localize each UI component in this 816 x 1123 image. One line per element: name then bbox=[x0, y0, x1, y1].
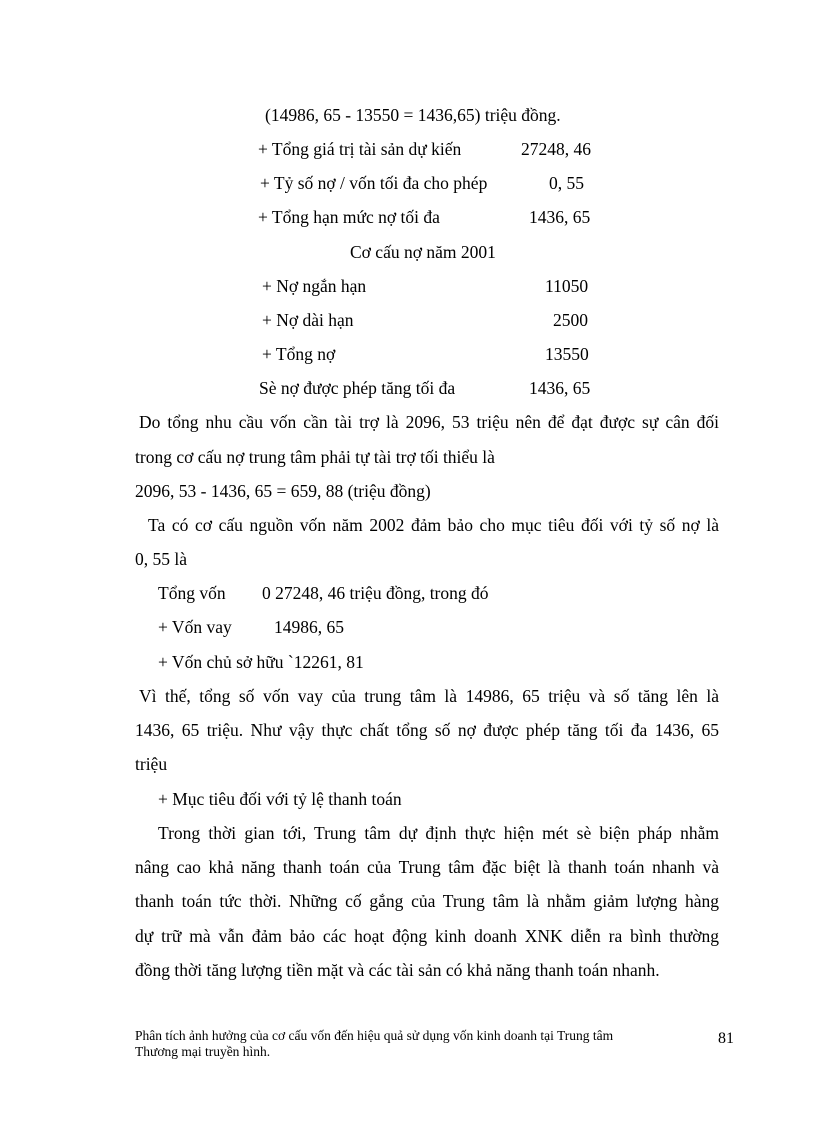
item-value: 14986, 65 bbox=[274, 617, 344, 637]
item-value: 0, 55 bbox=[549, 173, 584, 193]
paragraph-line: Do tổng nhu cầu vốn cần tài trợ là 2096, 53 triệu nên để đạt được sự cân đối bbox=[139, 412, 719, 432]
paragraph-line: thanh toán tức thời. Những cố gắng của Trung tâm là nhằm giảm lượng hàng bbox=[135, 891, 719, 911]
paragraph-line: 0, 55 là bbox=[135, 549, 188, 569]
footer-title-line: Thương mại truyền hình. bbox=[135, 1044, 271, 1059]
item-label: + Tổng hạn mức nợ tối đa bbox=[258, 207, 440, 227]
paragraph-line: 1436, 65 triệu. Như vậy thực chất tổng số nợ được phép tăng tối đa 1436, 65 bbox=[135, 720, 719, 740]
item-line: + Mục tiêu đối với tỷ lệ thanh toán bbox=[158, 789, 402, 809]
paragraph-line: 2096, 53 - 1436, 65 = 659, 88 (triệu đồng) bbox=[135, 481, 431, 501]
item-label: + Nợ ngắn hạn bbox=[262, 276, 367, 296]
paragraph-line: dự trữ mà vẫn đảm bảo các hoạt động kinh doanh XNK diễn ra bình thường bbox=[135, 926, 719, 946]
item-label: + Tổng giá trị tài sản dự kiến bbox=[258, 139, 462, 159]
paragraph-line: Ta có cơ cấu nguồn vốn năm 2002 đảm bảo cho mục tiêu đối với tỷ số nợ là bbox=[148, 515, 719, 535]
item-value: 11050 bbox=[545, 276, 589, 296]
paragraph-line: trong cơ cấu nợ trung tâm phải tự tài trợ tối thiểu là bbox=[135, 447, 495, 467]
item-line: + Vốn chủ sở hữu `12261, 81 bbox=[158, 652, 364, 672]
paragraph-line: đồng thời tăng lượng tiền mặt và các tài sản có khả năng thanh toán nhanh. bbox=[135, 960, 660, 980]
item-value: 1436, 65 bbox=[529, 378, 591, 398]
page-footer bbox=[135, 1028, 613, 1060]
paragraph-line: nâng cao khả năng thanh toán của Trung tâm đặc biệt là thanh toán nhanh và bbox=[135, 857, 719, 877]
paragraph-line: Vì thế, tổng số vốn vay của trung tâm là 14986, 65 triệu và số tăng lên là bbox=[139, 686, 719, 706]
calc-line: (14986, 65 - 13550 = 1436,65) triệu đồng. bbox=[265, 105, 561, 125]
paragraph-line: triệu bbox=[135, 754, 168, 774]
paragraph-line: Trong thời gian tới, Trung tâm dự định thực hiện mét sè biện pháp nhằm bbox=[158, 823, 719, 843]
item-value: 0 27248, 46 triệu đồng, trong đó bbox=[262, 583, 489, 603]
item-value: 1436, 65 bbox=[529, 207, 591, 227]
item-value: 2500 bbox=[553, 310, 588, 330]
item-label: + Nợ dài hạn bbox=[262, 310, 354, 330]
footer-title-line: Phân tích ảnh hưởng của cơ cấu vốn đến hiệu quả sử dụng vốn kinh doanh tại Trung tâm bbox=[135, 1028, 614, 1043]
item-label: Sè nợ được phép tăng tối đa bbox=[259, 378, 456, 398]
subheading: Cơ cấu nợ năm 2001 bbox=[350, 242, 496, 262]
page-number: 81 bbox=[718, 1030, 734, 1047]
item-label: Tổng vốn bbox=[158, 583, 226, 603]
item-value: 27248, 46 bbox=[521, 139, 591, 159]
item-value: 13550 bbox=[545, 344, 589, 364]
item-label: + Tỷ số nợ / vốn tối đa cho phép bbox=[260, 173, 488, 193]
item-label: + Vốn vay bbox=[158, 617, 232, 637]
item-label: + Tổng nợ bbox=[262, 344, 336, 364]
